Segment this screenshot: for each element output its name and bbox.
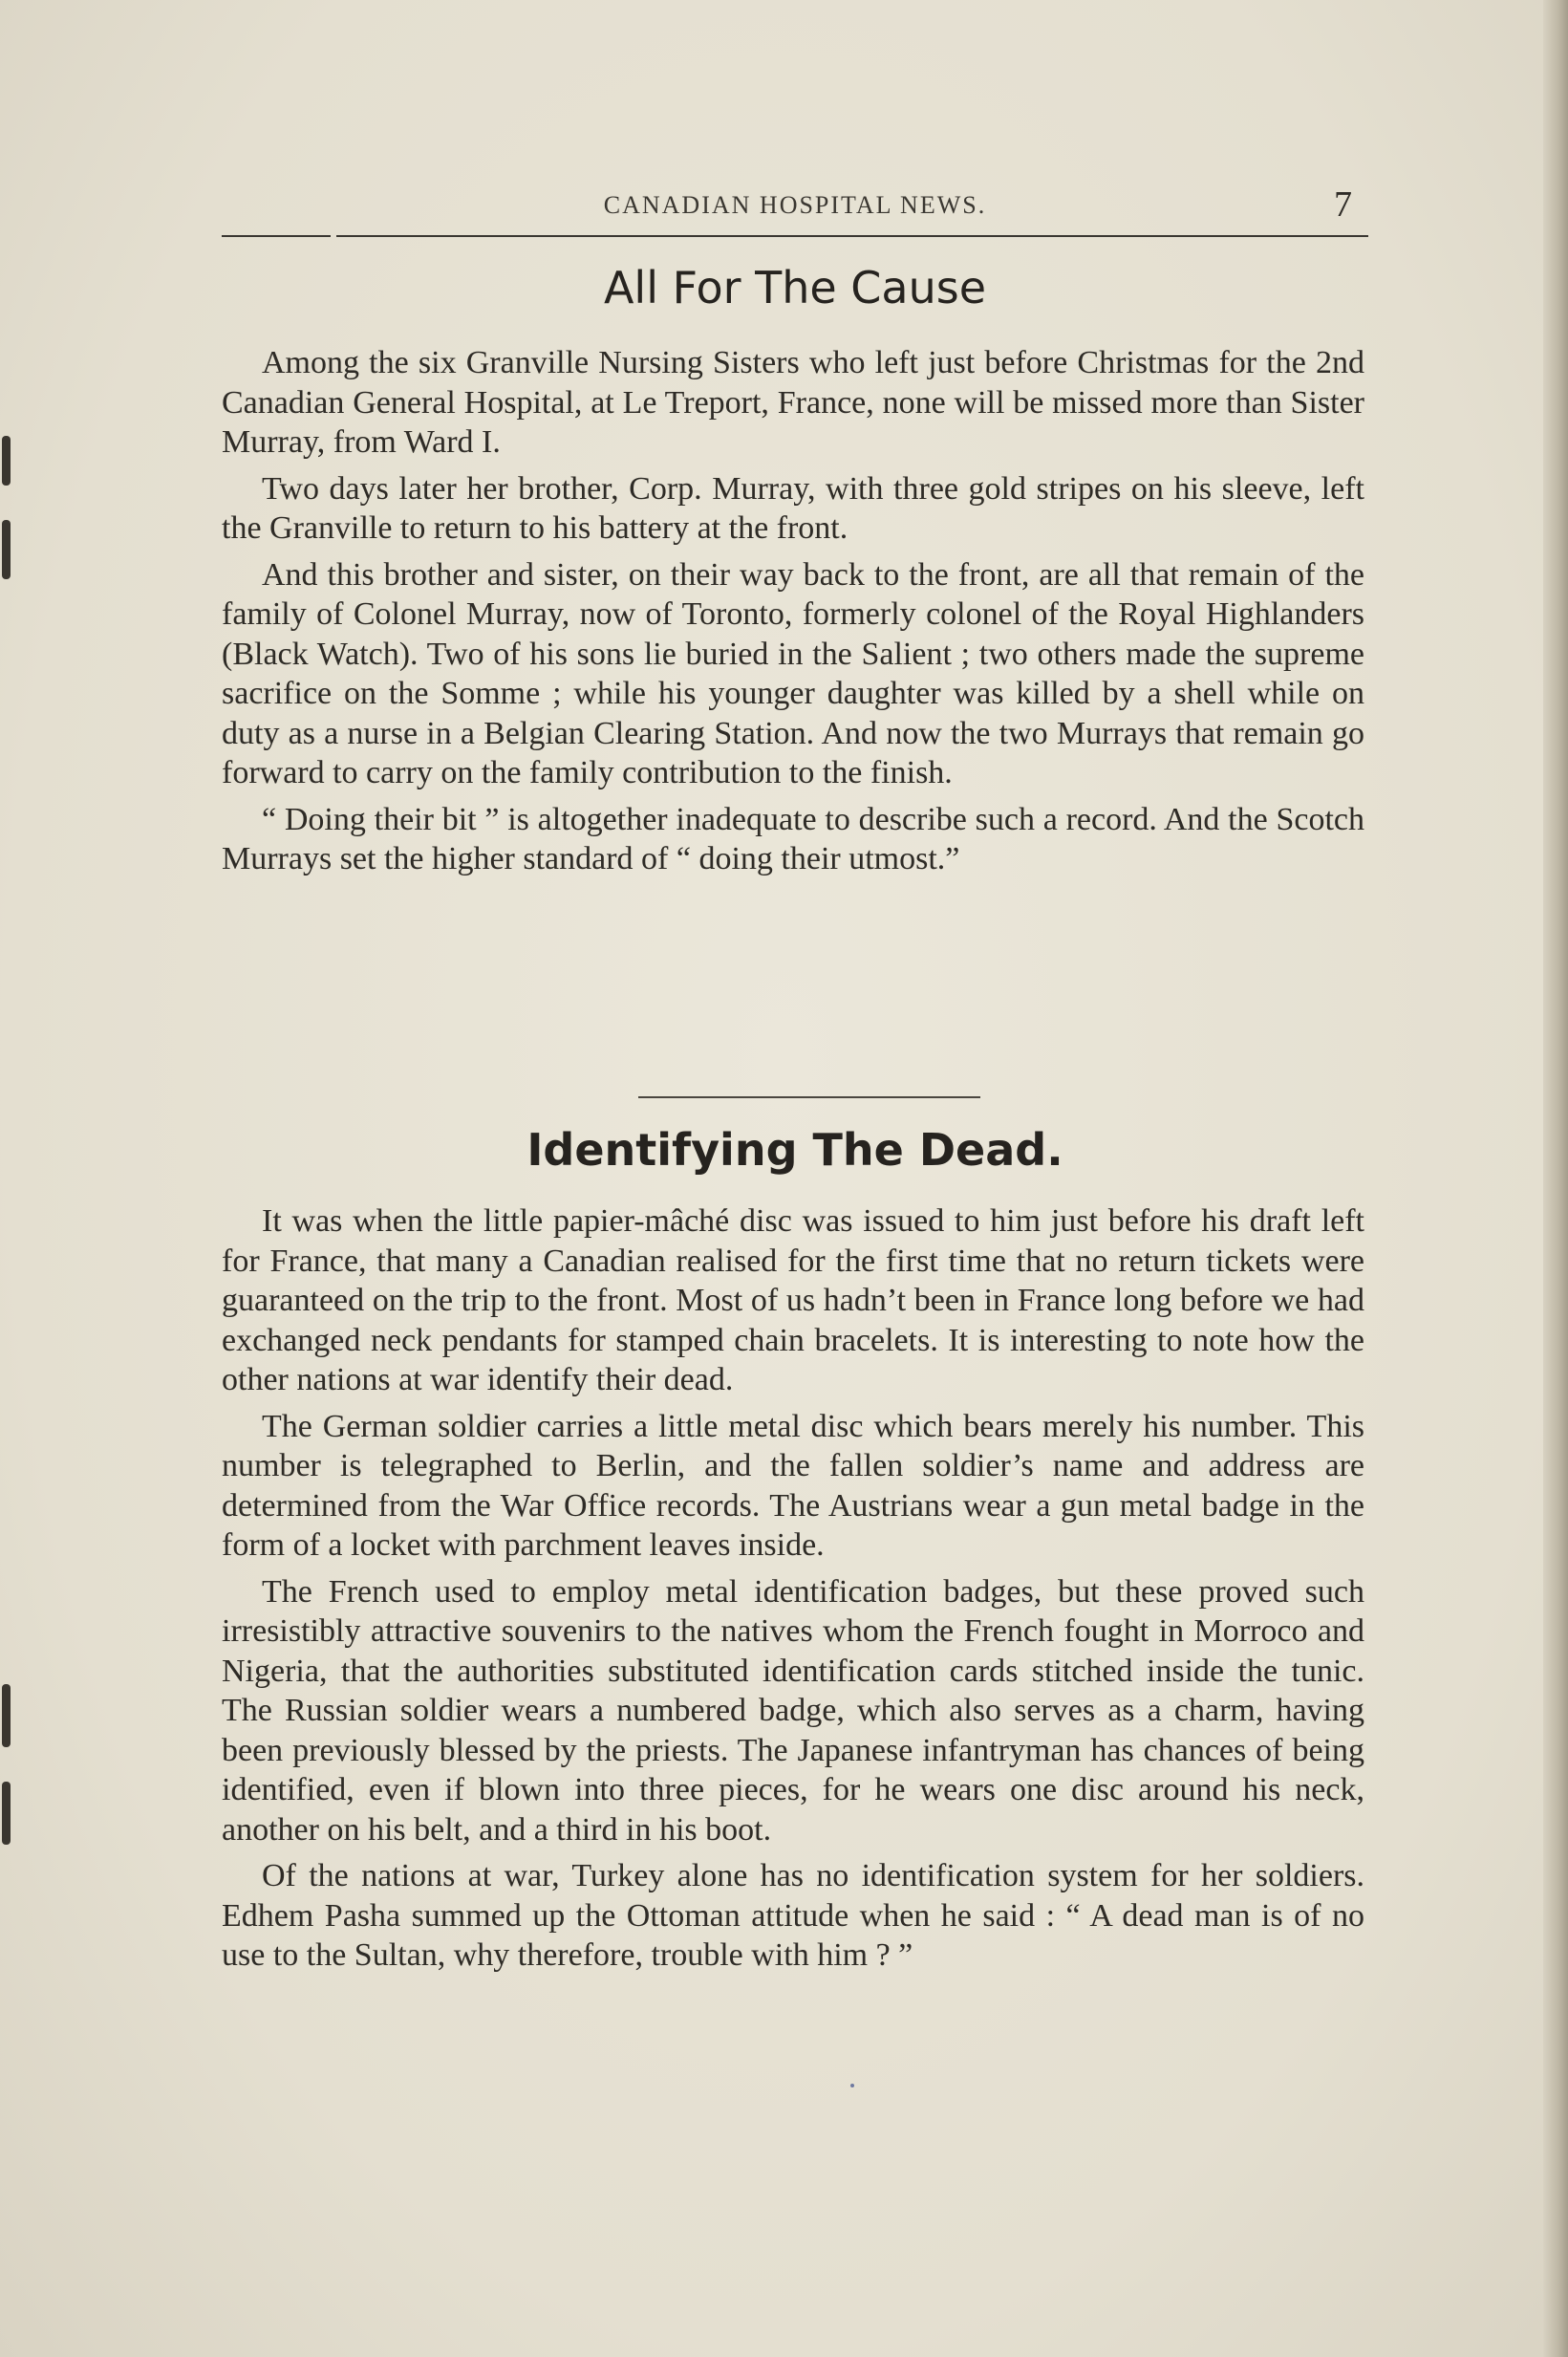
binding-mark: [2, 520, 11, 579]
binding-mark: [2, 1782, 11, 1845]
article-title: All For The Cause: [603, 262, 987, 314]
paragraph: Two days later her brother, Corp. Murray, with three gold stripes on his sleeve, left the Granville to return to his battery at the front.: [222, 470, 1364, 546]
header-rule-left: [222, 235, 331, 237]
article-body: [222, 1201, 1364, 1982]
binding-mark: [2, 436, 11, 486]
paragraph: The French used to employ metal identification badges, but these proved such irresistibly attractive souvenirs to the natives whom the French fought in Morroco and Nigeria, that the authorities substituted identification cards stitched inside the tunic. The Russian soldier wears a numbered badge, which also serves as a charm, having been previously blessed by the priests. The Japanese infantryman has chances of being identified, even if blown into three pieces, for he wears one disc around his neck, another on his belt, and a third in his boot.: [222, 1573, 1364, 1848]
header-rule-right: [336, 235, 1368, 237]
section-divider: [638, 1096, 980, 1098]
paragraph: It was when the little papier-mâché disc was issued to him just before his draft left for France, that many a Canadian realised for the first time that no return tickets were guaranteed on the trip to the front. Most of us hadn’t been in France long before we had exchanged neck pendants for stamped chain bracelets. It is interesting to note how the other nations at war identify their dead.: [222, 1203, 1364, 1397]
article-title: Identifying The Dead.: [526, 1124, 1063, 1176]
binding-mark: [2, 1684, 11, 1747]
paragraph: And this brother and sister, on their way back to the front, are all that remain of the family of Colonel Murray, now of Toronto, formerly colonel of the Royal Highlanders (Black Watch). Two of his sons lie buried in the Salient ; two others made the supreme sacrifice on the Somme ; while his younger daughter was killed by a shell while on duty as a nurse in a Belgian Clearing Station. And now the two Murrays that remain go forward to carry on the family contribution to the finish.: [222, 556, 1364, 790]
page-edge: [1543, 0, 1568, 2357]
paragraph: “ Doing their bit ” is altogether inadequate to describe such a record. And the Scotch Murrays set the higher standard of “ doing their utmost.”: [222, 801, 1364, 876]
paragraph: Of the nations at war, Turkey alone has no identification system for her soldiers. Edhem Pasha summed up the Ottoman attitude when he said : “ A dead man is of no use to the Sultan, why therefore, trouble with him ? ”: [222, 1858, 1364, 1973]
page-number: 7: [1334, 184, 1352, 225]
article-body: [222, 343, 1364, 886]
paper-speck: [850, 2084, 854, 2087]
running-title: CANADIAN HOSPITAL NEWS.: [603, 191, 987, 219]
paragraph: The German soldier carries a little metal disc which bears merely his number. This number is telegraphed to Berlin, and the fallen soldier’s name and address are determined from the War Office records. The Austrians wear a gun metal badge in the form of a locket with parchment leaves inside.: [222, 1408, 1364, 1563]
paragraph: Among the six Granville Nursing Sisters who left just before Christmas for the 2nd Canadian General Hospital, at Le Treport, France, none will be missed more than Sister Murray, from Ward I.: [222, 345, 1364, 460]
